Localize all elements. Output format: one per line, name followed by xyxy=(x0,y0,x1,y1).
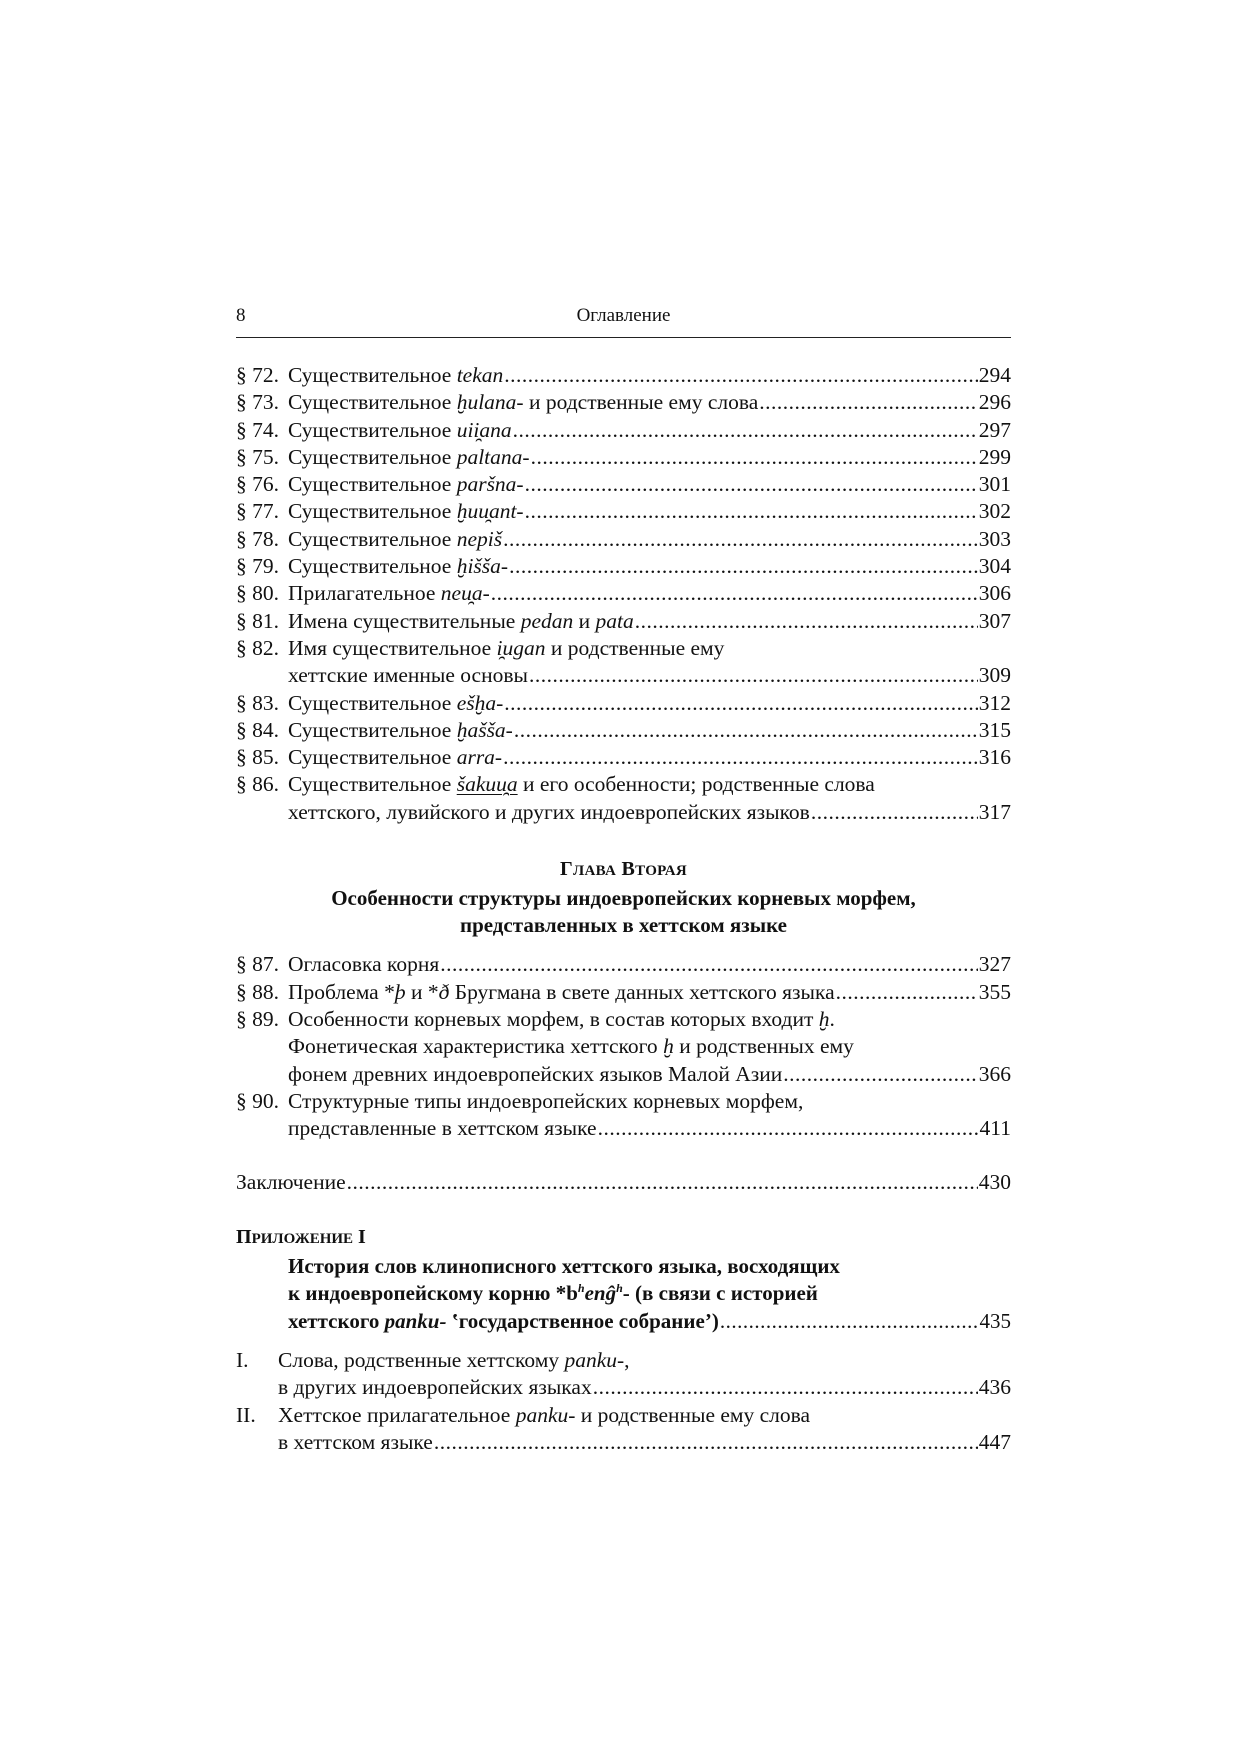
entry-text: и родственные ему слова xyxy=(575,1402,811,1427)
roman-numeral: II. xyxy=(236,1402,256,1427)
leader-dots xyxy=(503,526,978,553)
appendix-title-line-1[interactable] xyxy=(236,1253,1011,1280)
section-number: § 83. xyxy=(236,690,279,715)
toc-entry[interactable] xyxy=(236,744,1011,771)
toc-entry-89[interactable] xyxy=(236,1006,1011,1033)
roman-numeral: I. xyxy=(236,1347,249,1372)
entry-word: paršna- xyxy=(456,472,524,497)
chapter-title-line-1: Особенности структуры индоевропейских корневых морфем, xyxy=(331,886,916,911)
page-ref: 411 xyxy=(979,1116,1011,1141)
toc-entry-90-cont[interactable] xyxy=(236,1115,1011,1142)
entry-word: ešḫa- xyxy=(456,690,504,715)
section-number: § 76. xyxy=(236,472,279,497)
entry-text: Прилагательное xyxy=(288,581,441,606)
page-ref: 355 xyxy=(978,979,1011,1004)
entry-word: ḫišša- xyxy=(456,554,509,579)
chapter-label: ГЛАВА ВТОРАЯ xyxy=(560,858,687,881)
toc-sub-2-cont[interactable] xyxy=(236,1429,1011,1456)
section-number: § 87. xyxy=(236,952,279,977)
leader-dots xyxy=(509,553,978,580)
page-ref: 317 xyxy=(978,799,1011,824)
page-ref: 436 xyxy=(978,1375,1011,1400)
entry-text: . xyxy=(829,1006,835,1031)
superscript: h xyxy=(577,1281,585,1296)
entry-word: neu̯a- xyxy=(440,581,490,606)
entry-text: Хеттское прилагательное xyxy=(278,1402,516,1427)
entry-text: в других индоевропейских языках xyxy=(278,1375,592,1400)
page-ref: 301 xyxy=(978,472,1011,497)
entry-text: Существительное xyxy=(288,772,457,797)
page-ref: 294 xyxy=(978,363,1011,387)
toc-list-1 xyxy=(236,362,1011,635)
toc-entry[interactable] xyxy=(236,717,1011,744)
superscript: h xyxy=(616,1281,623,1296)
section-number: § 82. xyxy=(236,635,279,660)
entry-text: фонем древних индоевропейских языков Малой Азии xyxy=(288,1061,783,1086)
toc-sub-1-cont[interactable] xyxy=(236,1374,1011,1401)
entry-word: ḫulana- xyxy=(456,390,524,415)
section-number: § 81. xyxy=(236,608,279,633)
entry-text: Имена существительные xyxy=(288,608,521,633)
entry-text: хеттского, лувийского и других индоевропейских языков xyxy=(288,799,810,824)
entry-text: Огласовка корня xyxy=(288,952,440,977)
toc-entry-86[interactable] xyxy=(236,771,1011,798)
entry-text: и родственные ему слова xyxy=(523,390,759,415)
leader-dots xyxy=(635,608,978,635)
section-number: § 89. xyxy=(236,1006,279,1031)
page-ref: 299 xyxy=(978,444,1011,469)
section-number: § 78. xyxy=(236,526,279,551)
appendix-title-word: enĝ xyxy=(584,1281,617,1306)
appendix-title-text: ʽгосударственное собрание’) xyxy=(446,1308,719,1333)
leader-dots xyxy=(513,417,978,444)
page-ref: 304 xyxy=(978,554,1011,579)
entry-word: arra- xyxy=(456,745,503,770)
entry-text: и xyxy=(573,608,596,633)
toc-entry[interactable] xyxy=(236,444,1011,471)
header-rule xyxy=(236,337,1011,338)
page-number: 8 xyxy=(236,305,246,326)
section-number: § 72. xyxy=(236,363,279,387)
toc-entry-82[interactable] xyxy=(236,635,1011,662)
entry-text: Фонетическая характеристика хеттского xyxy=(288,1034,664,1059)
entry-word: i̯ugan xyxy=(496,635,546,660)
appendix-label: ПРИЛОЖЕНИЕ I xyxy=(236,1225,366,1248)
entry-word: tekan xyxy=(456,363,504,387)
leader-dots xyxy=(514,717,978,744)
entry-text: представленные в хеттском языке xyxy=(288,1116,597,1141)
toc-entry-87[interactable] xyxy=(236,951,1011,978)
leader-dots xyxy=(525,471,978,498)
toc-entry[interactable] xyxy=(236,389,1011,416)
entry-text: Особенности корневых морфем, в состав которых входит xyxy=(288,1006,819,1031)
toc-entry[interactable] xyxy=(236,580,1011,607)
entry-word: šakuu̯a xyxy=(456,772,518,797)
toc-entry[interactable] xyxy=(236,553,1011,580)
entry-word: uii̯ana xyxy=(456,417,512,442)
entry-text: Существительное xyxy=(288,444,457,469)
entry-text: в хеттском языке xyxy=(278,1429,433,1454)
page-ref: 316 xyxy=(978,745,1011,770)
section-number: § 84. xyxy=(236,717,279,742)
entry-text: Слова, родственные хеттскому xyxy=(278,1347,565,1372)
entry-word: paltana- xyxy=(456,444,530,469)
leader-dots xyxy=(434,1429,978,1456)
entry-text: Существительное xyxy=(288,526,457,551)
page-header xyxy=(236,305,1011,335)
section-number: § 77. xyxy=(236,499,279,524)
section-number: § 80. xyxy=(236,581,279,606)
appendix-title-text: хеттского xyxy=(288,1308,385,1333)
entry-text: хеттские именные основы xyxy=(288,663,528,688)
leader-dots xyxy=(759,389,977,416)
entry-word: nepiš xyxy=(456,526,503,551)
toc-entry-90[interactable] xyxy=(236,1088,1011,1115)
entry-text: и родственные ему xyxy=(545,635,725,660)
toc-entry-88[interactable] xyxy=(236,979,1011,1006)
toc-entry-conclusion[interactable] xyxy=(236,1169,1011,1196)
leader-dots xyxy=(525,498,978,525)
entry-text: Существительное xyxy=(288,417,457,442)
leader-dots xyxy=(811,799,978,826)
leader-dots xyxy=(529,662,978,689)
entry-text: и * xyxy=(405,979,439,1004)
page-ref: 366 xyxy=(978,1061,1011,1086)
leader-dots xyxy=(347,1169,978,1196)
leader-dots xyxy=(440,951,977,978)
chapter-title-line-2: представленных в хеттском языке xyxy=(459,913,788,938)
entry-word: panku- xyxy=(564,1347,625,1372)
entry-text: и родственных ему xyxy=(673,1034,854,1059)
leader-dots xyxy=(503,744,978,771)
page-ref: 306 xyxy=(978,581,1011,606)
entry-word: ḫuu̯ant- xyxy=(456,499,524,524)
toc-entry[interactable] xyxy=(236,526,1011,553)
entry-text: Существительное xyxy=(288,390,457,415)
toc-entry[interactable] xyxy=(236,417,1011,444)
page-ref: 447 xyxy=(978,1429,1011,1454)
entry-word: pedan xyxy=(520,608,574,633)
appendix-title-text: к индоевропейскому корню *b xyxy=(288,1281,578,1306)
entry-text: Существительное xyxy=(288,499,457,524)
page-ref: 430 xyxy=(978,1170,1011,1195)
toc-entry[interactable] xyxy=(236,690,1011,717)
entry-text: Существительное xyxy=(288,554,457,579)
page-ref: 307 xyxy=(978,608,1011,633)
toc-sub-1[interactable] xyxy=(236,1347,1011,1374)
leader-dots xyxy=(504,362,977,389)
toc-entry[interactable] xyxy=(236,498,1011,525)
running-title: Оглавление xyxy=(576,305,671,326)
toc-entry-89-cont2[interactable] xyxy=(236,1061,1011,1088)
toc-sub-2[interactable] xyxy=(236,1402,1011,1429)
entry-word: ḫašša- xyxy=(456,717,513,742)
toc-entry[interactable] xyxy=(236,608,1011,635)
appendix-title-text: - (в связи с историей xyxy=(622,1281,818,1306)
leader-dots xyxy=(836,979,978,1006)
leader-dots xyxy=(491,580,978,607)
toc-entry-82-cont[interactable] xyxy=(236,662,1011,689)
appendix-title-word: panku- xyxy=(384,1308,447,1333)
page-ref: 302 xyxy=(978,499,1011,524)
entry-text: Структурные типы индоевропейских корневых морфем, xyxy=(288,1088,804,1113)
appendix-title-line-3[interactable] xyxy=(236,1308,1011,1335)
page-ref: 327 xyxy=(978,952,1011,977)
page-ref: 315 xyxy=(978,717,1011,742)
entry-symbol: ð xyxy=(438,979,450,1004)
entry-symbol: ḫ xyxy=(818,1006,830,1031)
page-ref: 303 xyxy=(978,526,1011,551)
entry-text: Имя существительное xyxy=(288,635,497,660)
toc-entry[interactable] xyxy=(236,471,1011,498)
leader-dots xyxy=(593,1374,978,1401)
toc-list-2 xyxy=(236,690,1011,772)
page-ref: 309 xyxy=(978,663,1011,688)
entry-word: pata xyxy=(595,608,634,633)
appendix-title-text: История слов клинописного хеттского языка, восходящих xyxy=(288,1254,840,1279)
entry-text: Существительное xyxy=(288,363,457,387)
appendix-title-line-2[interactable] xyxy=(236,1280,1011,1307)
entry-text: и его особенности; родственные слова xyxy=(517,772,875,797)
section-number: § 88. xyxy=(236,979,279,1004)
page-ref: 296 xyxy=(978,390,1011,415)
entry-text: Существительное xyxy=(288,717,457,742)
page-ref: 297 xyxy=(978,417,1011,442)
entry-symbol: ḫ xyxy=(663,1034,674,1059)
page-ref: 435 xyxy=(979,1308,1011,1333)
section-number: § 79. xyxy=(236,554,279,579)
entry-symbol: þ xyxy=(394,979,406,1004)
entry-text: Заключение xyxy=(236,1170,346,1195)
entry-word: panku- xyxy=(515,1402,576,1427)
entry-text: Бругмана в свете данных хеттского языка xyxy=(449,979,835,1004)
section-number: § 75. xyxy=(236,444,279,469)
toc-entry-89-cont[interactable] xyxy=(236,1033,1011,1060)
leader-dots xyxy=(504,690,977,717)
leader-dots xyxy=(783,1061,977,1088)
section-number: § 85. xyxy=(236,745,279,770)
toc-entry-86-cont[interactable] xyxy=(236,799,1011,826)
toc-entry[interactable] xyxy=(236,362,1011,389)
section-number: § 86. xyxy=(236,772,279,797)
section-number: § 73. xyxy=(236,390,279,415)
page-ref: 312 xyxy=(978,690,1011,715)
section-number: § 90. xyxy=(236,1088,279,1113)
leader-dots xyxy=(720,1308,979,1335)
entry-text: Проблема * xyxy=(288,979,395,1004)
leader-dots xyxy=(598,1115,979,1142)
entry-text: Существительное xyxy=(288,472,457,497)
entry-text: Существительное xyxy=(288,745,457,770)
toc-body xyxy=(236,362,1011,1456)
section-number: § 74. xyxy=(236,417,279,442)
leader-dots xyxy=(531,444,978,471)
entry-text: , xyxy=(624,1347,630,1372)
entry-text: Существительное xyxy=(288,690,457,715)
